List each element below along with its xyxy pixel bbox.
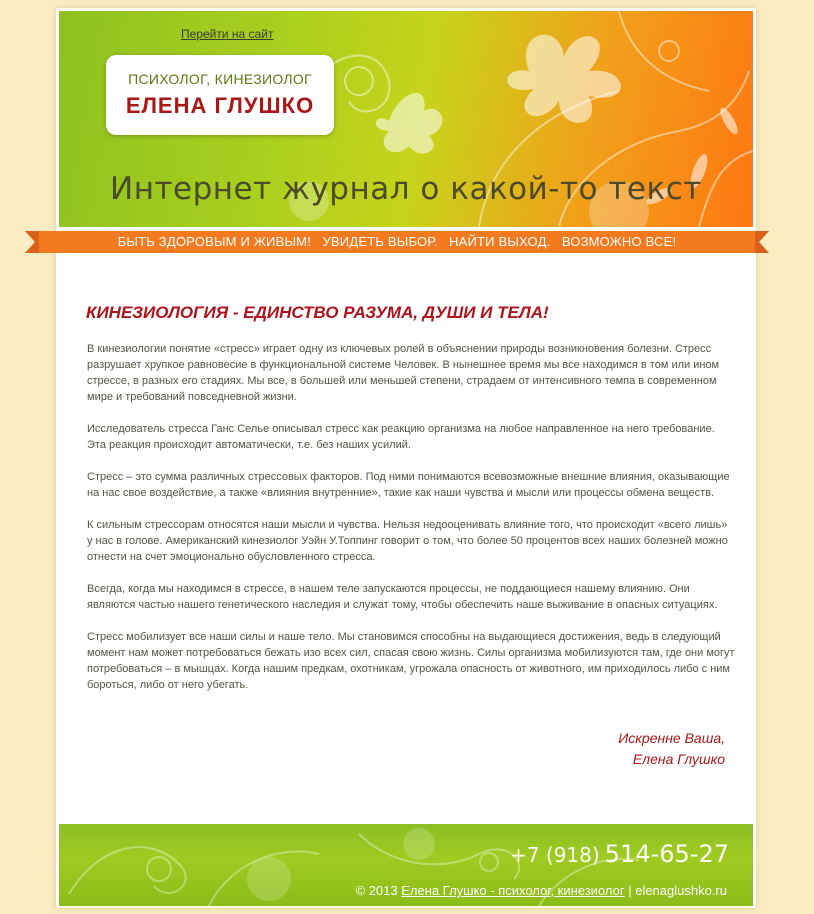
article-paragraph: Стресс – это сумма различных стрессовых факторов. Под ними понимаются всевозможные внешние влияния, оказывающие на нас свое воздействие, а также «влияния внутренние», такие как наши чувства и мысли или процессы обмена веществ.	[87, 471, 730, 499]
copyright-year: © 2013	[355, 883, 398, 898]
signature	[560, 728, 725, 770]
article-body	[87, 341, 735, 709]
logo-name: ЕЛЕНА ГЛУШКО	[125, 93, 315, 118]
article-title: КИНЕЗИОЛОГИЯ - ЕДИНСТВО РАЗУМА, ДУШИ И ТЕЛА!	[86, 303, 549, 322]
journal-title: Интернет журнал о какой-то текст	[110, 171, 702, 207]
copyright-site: | elenaglushko.ru	[628, 883, 727, 898]
article-paragraph: К сильным стрессорам относятся наши мысли и чувства. Нельзя недооценивать влияние того, что происходит «всего лишь» у нас в голове. Американский кинезиолог Уэйн У.Топпинг говорит о том, что более 50 процентов всех наших болезней можно отнести на счет эмоционально обусловленного стресса.	[87, 519, 728, 563]
copyright	[356, 883, 728, 898]
copyright-link[interactable]: Елена Глушко - психолог, кинезиолог	[401, 883, 625, 898]
go-to-site-link[interactable]: Перейти на сайт	[181, 27, 274, 41]
footer	[59, 824, 753, 906]
article-paragraph: Всегда, когда мы находимся в стрессе, в нашем теле запускаются процессы, не поддающиеся нашему влиянию. Они являются частью нашего генетического наследия и служат тому, чтобы обеспечить наше выживание в опасных ситуациях.	[87, 583, 718, 611]
article-paragraph: Стресс мобилизует все наши силы и наше тело. Мы становимся способны на выдающиеся достижения, ведь в следующий момент нам может потребоваться бежать изо всех сил, спасая свою жизнь. Силы организма мобилизуются там, где они могут потребоваться – в мышцах. Когда нашим предкам, охотникам, угрожала опасность от животного, им приходилось либо с ним бороться, либо от него убегать.	[87, 631, 735, 691]
article-paragraph: В кинезиологии понятие «стресс» играет одну из ключевых ролей в объяснении природы возникновения болезни. Стресс разрушает хрупкое равновесие в функциональной системе Человек. В нынешнее время мы все находимся в том или ином стрессе, в разных его стадиях. Мы все, в большей или меньшей степени, страдаем от интенсивного темпа в современном мире и требований повседневной жизни.	[87, 343, 720, 403]
article-paragraph: Исследователь стресса Ганс Селье описывал стресс как реакцию организма на любое направленное на него требование. Эта реакция происходит автоматически, т.е. без наших усилий.	[87, 423, 715, 451]
logo[interactable]	[106, 55, 334, 135]
phone-code: +7 (918)	[510, 843, 600, 867]
header-banner	[59, 11, 753, 227]
signature-name: Елена Глушко	[632, 751, 725, 767]
slogan-text: БЫТЬ ЗДОРОВЫМ И ЖИВЫМ! УВИДЕТЬ ВЫБОР. НАЙТИ ВЫХОД. ВОЗМОЖНО ВСЕ!	[117, 234, 677, 249]
slogan-ribbon	[25, 231, 769, 253]
signature-closing: Искренне Ваша,	[618, 730, 725, 746]
logo-subtitle: ПСИХОЛОГ, КИНЕЗИОЛОГ	[128, 71, 312, 87]
phone-number	[510, 840, 729, 868]
phone-digits: 514-65-27	[604, 840, 729, 868]
